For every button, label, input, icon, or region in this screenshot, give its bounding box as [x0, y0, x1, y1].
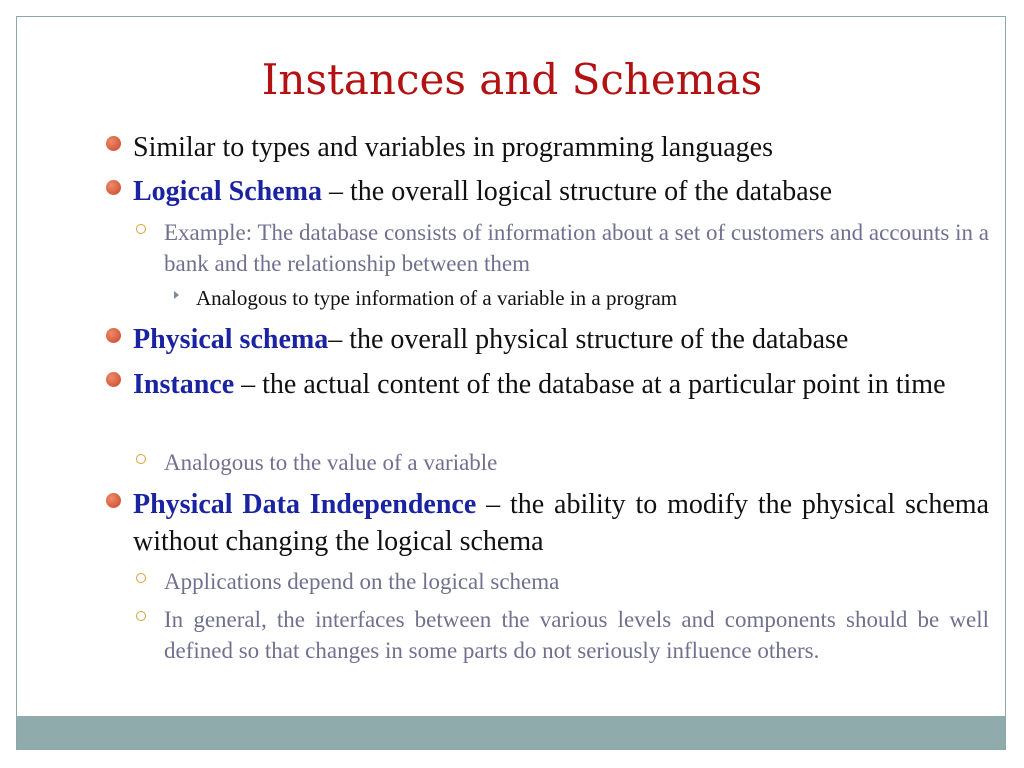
ring-bullet-icon [136, 224, 146, 234]
sub-sub-bullet-item [196, 284, 986, 312]
bullet-dot-icon [106, 372, 121, 387]
bullet-text: – the overall physical structure of the database [328, 324, 849, 355]
bullet-keyword: Logical Schema [133, 176, 322, 207]
bullet-text: Similar to types and variables in programming languages [133, 132, 773, 163]
sub-bullet-item [164, 447, 989, 478]
footer-bar [17, 716, 1005, 749]
sub-bullet-item [164, 604, 989, 666]
bullet-dot-icon [106, 493, 121, 508]
ring-bullet-icon [136, 454, 146, 464]
bullet-item [133, 486, 989, 560]
bullet-dot-icon [106, 180, 121, 195]
bullet-keyword: Instance [133, 369, 235, 400]
triangle-bullet-icon [174, 291, 179, 299]
bullet-item [133, 366, 989, 403]
sub-bullet-text: Example: The database consists of information about a set of customers and accounts in a bank and the relationship between them [164, 220, 989, 276]
sub-bullet-item [164, 217, 989, 279]
bullet-text: – the overall logical structure of the database [322, 176, 833, 207]
bullet-item [133, 173, 989, 210]
ring-bullet-icon [136, 573, 146, 583]
bullet-dot-icon [106, 136, 121, 151]
sub-bullet-text: Analogous to the value of a variable [164, 450, 498, 475]
bullet-item [133, 129, 989, 166]
sub-bullet-text: Applications depend on the logical schema [164, 569, 560, 594]
bullet-text: – the actual content of the database at a particular point in time [234, 369, 946, 400]
bullet-keyword: Physical Data Independence [133, 489, 477, 520]
bullet-text: – the ability to modify the physical schema without changing the logical schema [133, 489, 989, 557]
ring-bullet-icon [136, 611, 146, 621]
bullet-keyword: Physical schema [133, 324, 329, 355]
sub-bullet-text: In general, the interfaces between the various levels and components should be well defined so that changes in some parts do not seriously influence others. [164, 607, 989, 663]
bullet-dot-icon [106, 328, 121, 343]
bullet-item [133, 321, 989, 358]
sub-bullet-item [164, 566, 989, 597]
sub-sub-bullet-text: Analogous to type information of a variable in a program [196, 286, 678, 310]
slide-title: Instances and Schemas [261, 55, 763, 104]
